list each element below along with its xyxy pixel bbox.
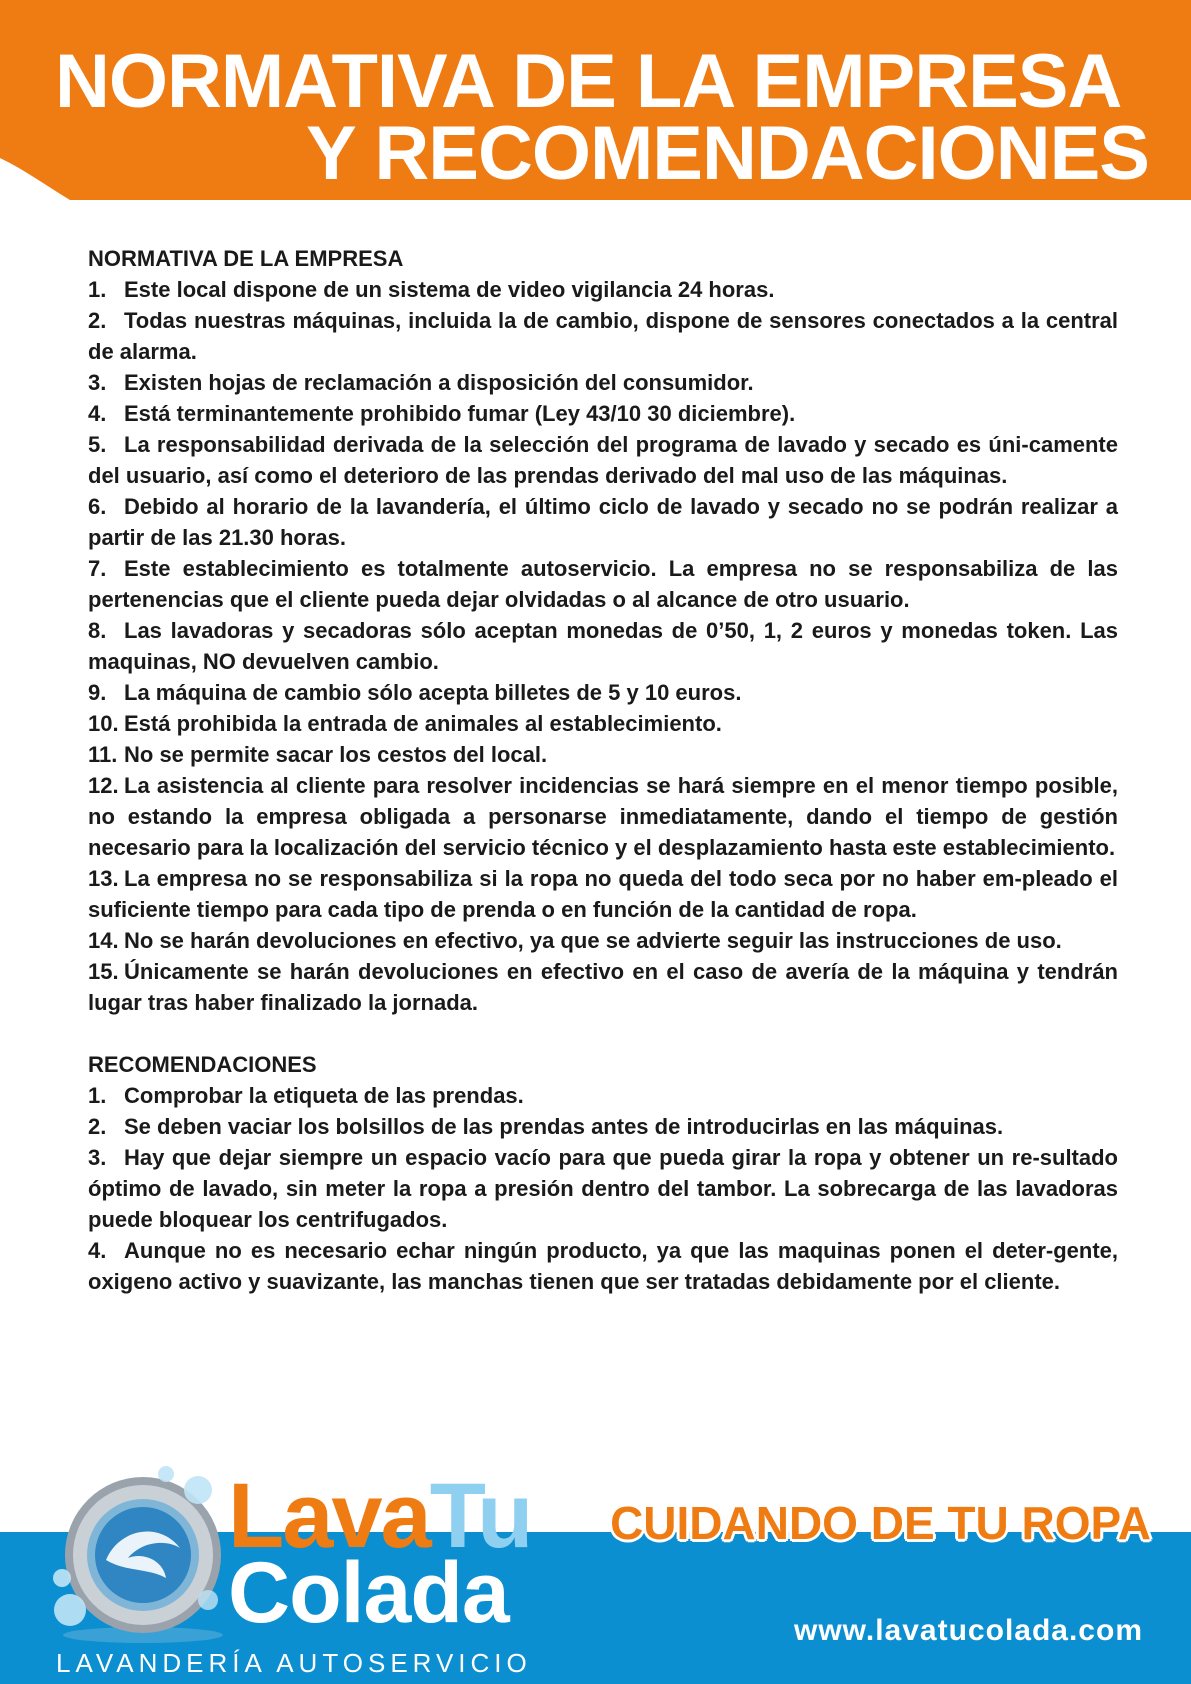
- list-item: 6. Debido al horario de la lavandería, el último ciclo de lavado y secado no se podrán realizar a partir de las 21.30 horas.: [88, 494, 1118, 550]
- header-banner: [0, 0, 1191, 200]
- footer: [0, 1440, 1191, 1684]
- list-item: 7. Este establecimiento es totalmente autoservicio. La empresa no se responsabiliza de las pertenencias que el cliente pueda dejar olvidadas o al alcance de otro usuario.: [88, 556, 1118, 612]
- website-link[interactable]: www.lavatucolada.com: [794, 1614, 1143, 1647]
- list-item: 14. No se harán devoluciones en efectivo, ya que se advierte seguir las instrucciones de uso.: [88, 928, 1062, 953]
- list-item: 1. Este local dispone de un sistema de video vigilancia 24 horas.: [88, 277, 775, 302]
- list-item: 11. No se permite sacar los cestos del local.: [88, 742, 548, 767]
- list-item: 10. Está prohibida la entrada de animales al establecimiento.: [88, 711, 722, 736]
- list-item: 3. Hay que dejar siempre un espacio vacío para que pueda girar la ropa y obtener un re-sultado óptimo de lavado, sin meter la ropa a presión dentro del tambor. La sobrecarga de las lavadoras puede bloquear los centrifugados.: [88, 1145, 1118, 1232]
- page-title-line2: Y RECOMENDACIONES: [305, 111, 1149, 196]
- section-spacer: [88, 1018, 1118, 1049]
- brand-subtitle: LAVANDERÍA AUTOSERVICIO: [56, 1648, 532, 1678]
- list-item: 2. Se deben vaciar los bolsillos de las prendas antes de introducirlas en las máquinas.: [88, 1114, 1004, 1139]
- washing-machine-bubbles-icon: [48, 1460, 238, 1660]
- normativa-list: [88, 274, 1118, 1018]
- list-item: 13. La empresa no se responsabiliza si la ropa no queda del todo seca por no haber em-pleado el suficiente tiempo para cada tipo de prenda o en función de la cantidad de ropa.: [88, 866, 1118, 922]
- list-item: 5. La responsabilidad derivada de la selección del programa de lavado y secado es úni-camente del usuario, así como el deterioro de las prendas derivado del mal uso de las máquinas.: [88, 432, 1118, 488]
- tagline: CUIDANDO DE TU ROPA: [610, 1497, 1151, 1549]
- page-title-line1: NORMATIVA DE LA EMPRESA: [55, 39, 1122, 124]
- recomendaciones-list: [88, 1080, 1118, 1297]
- list-item: 3. Existen hojas de reclamación a disposición del consumidor.: [88, 370, 754, 395]
- list-item: 1. Comprobar la etiqueta de las prendas.: [88, 1083, 524, 1108]
- brand-name-line2: Colada: [228, 1545, 509, 1641]
- list-item: 4. Aunque no es necesario echar ningún producto, ya que las maquinas ponen el deter-gente, oxigeno activo y suavizante, las manchas tienen que ser tratadas debidamente por el cliente.: [88, 1238, 1118, 1294]
- list-item: 12. La asistencia al cliente para resolver incidencias se hará siempre en el menor tiempo posible, no estando la empresa obligada a personarse inmediatamente, dando el tiempo de gestión necesario para la localización del servicio técnico y el desplazamiento hasta este establecimiento.: [88, 773, 1118, 860]
- list-item: 8. Las lavadoras y secadoras sólo aceptan monedas de 0’50, 1, 2 euros y monedas token. Las maquinas, NO devuelven cambio.: [88, 618, 1118, 674]
- list-item: 15. Únicamente se harán devoluciones en efectivo en el caso de avería de la máquina y tendrán lugar tras haber finalizado la jornada.: [88, 959, 1118, 1015]
- list-item: 4. Está terminantemente prohibido fumar (Ley 43/10 30 diciembre).: [88, 401, 796, 426]
- list-item: 9. La máquina de cambio sólo acepta billetes de 5 y 10 euros.: [88, 680, 742, 705]
- section-heading-recomendaciones: RECOMENDACIONES: [88, 1052, 317, 1077]
- rules-content: [88, 243, 1118, 1297]
- section-heading-normativa: NORMATIVA DE LA EMPRESA: [88, 246, 404, 271]
- list-item: 2. Todas nuestras máquinas, incluida la de cambio, dispone de sensores conectados a la central de alarma.: [88, 308, 1118, 364]
- brand-name-line1: LavaTu: [228, 1465, 532, 1567]
